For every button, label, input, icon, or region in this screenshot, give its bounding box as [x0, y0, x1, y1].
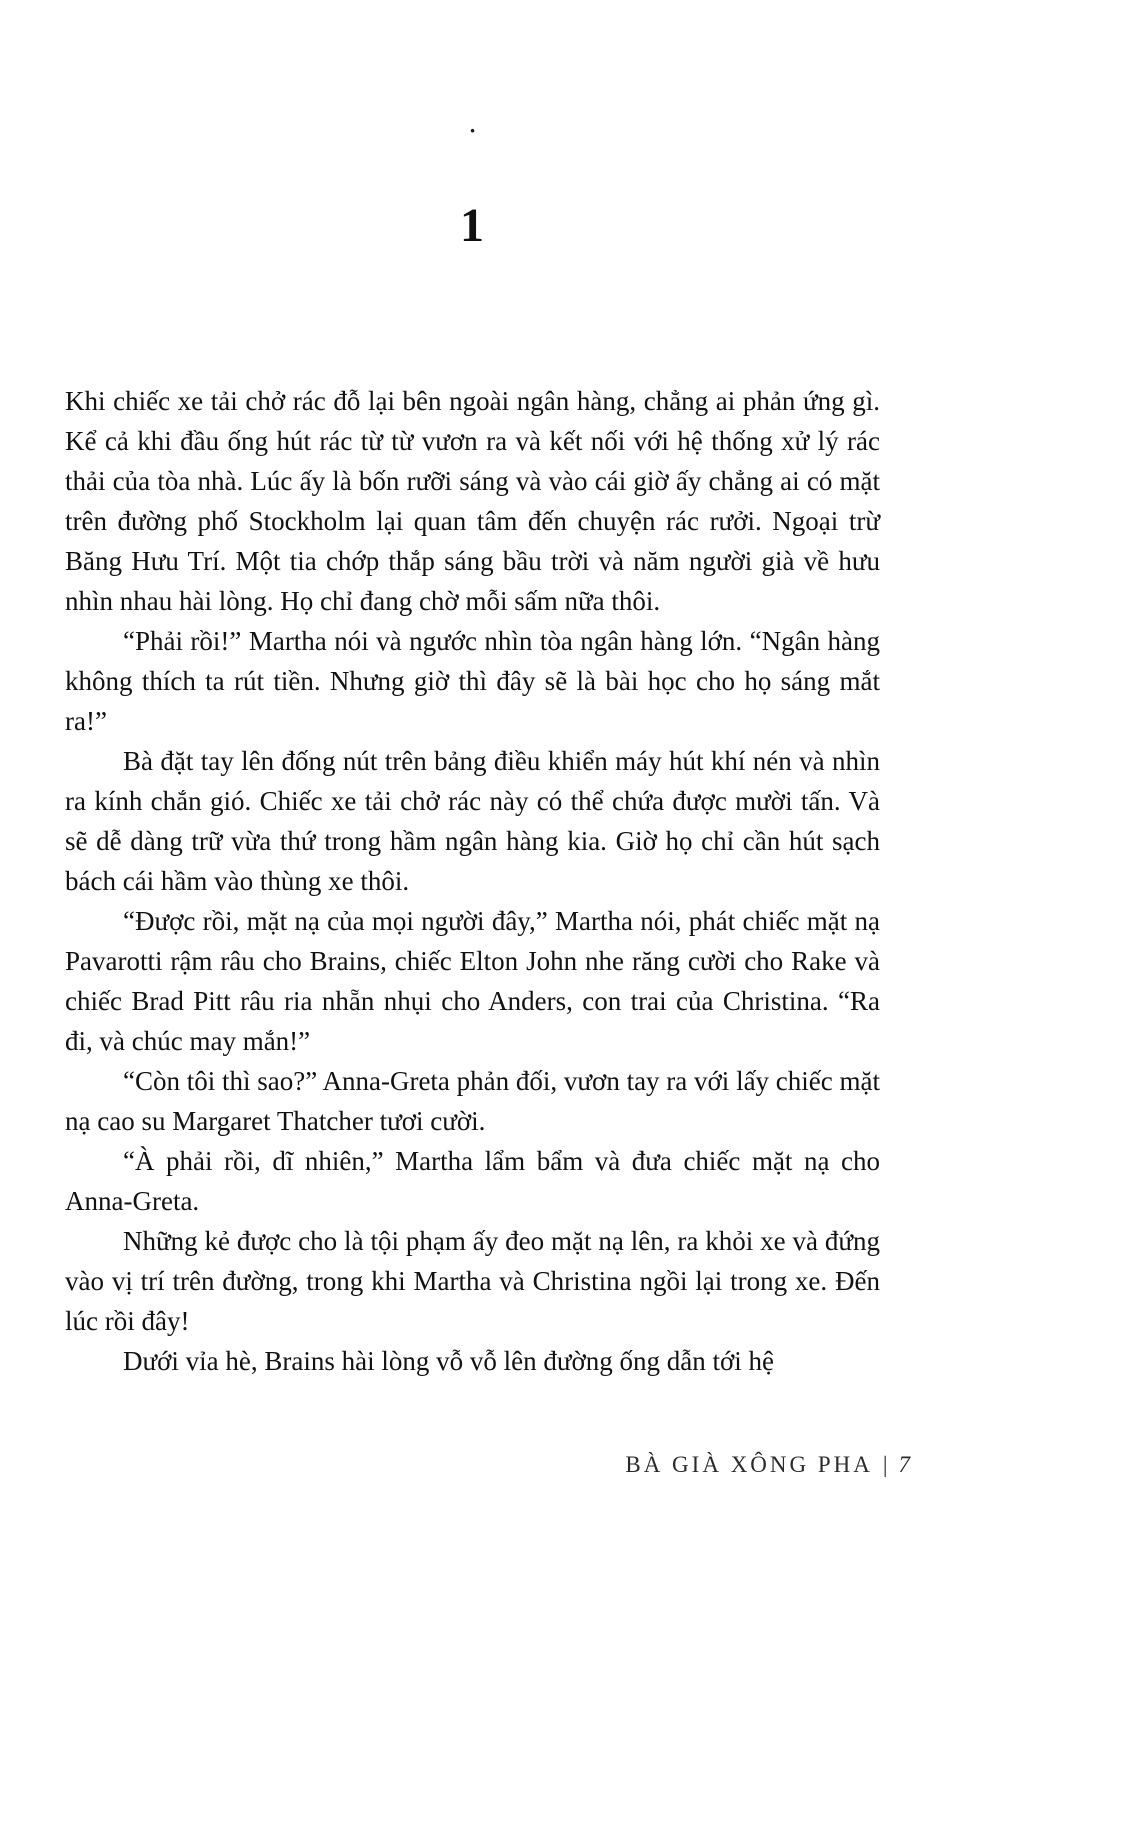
- paragraph: Những kẻ được cho là tội phạm ấy đeo mặt nạ lên, ra khỏi xe và đứng vào vị trí trên đường, trong khi Martha và Christina ngồi lại trong xe. Đến lúc rồi đây!: [65, 1226, 880, 1336]
- paragraph: Dưới vỉa hè, Brains hài lòng vỗ vỗ lên đường ống dẫn tới hệ: [123, 1346, 775, 1376]
- paragraph: “Còn tôi thì sao?” Anna-Greta phản đối, vươn tay ra với lấy chiếc mặt nạ cao su Margaret Thatcher tươi cười.: [65, 1066, 880, 1136]
- footer-separator: |: [882, 1452, 891, 1477]
- body-text: [65, 381, 880, 1381]
- paragraph: “Được rồi, mặt nạ của mọi người đây,” Martha nói, phát chiếc mặt nạ Pavarotti rậm râu cho Brains, chiếc Elton John nhe răng cười cho Rake và chiếc Brad Pitt râu ria nhẵn nhụi cho Anders, con trai của Christina. “Ra đi, và chúc may mắn!”: [65, 906, 880, 1056]
- running-footer: [65, 1452, 910, 1478]
- paragraph: “À phải rồi, dĩ nhiên,” Martha lẩm bẩm và đưa chiếc mặt nạ cho Anna-Greta.: [65, 1146, 880, 1216]
- chapter-number: 1: [460, 199, 485, 252]
- ornament-dot: ·: [468, 118, 477, 143]
- footer-book-title: BÀ GIÀ XÔNG PHA: [625, 1452, 873, 1477]
- paragraph: Khi chiếc xe tải chở rác đỗ lại bên ngoài ngân hàng, chẳng ai phản ứng gì. Kể cả khi đầu ống hút rác từ từ vươn ra và kết nối với hệ thống xử lý rác thải của tòa nhà. Lúc ấy là bốn rưỡi sáng và vào cái giờ ấy chẳng ai có mặt trên đường phố Stockholm lại quan tâm đến chuyện rác rưởi. Ngoại trừ Băng Hưu Trí. Một tia chớp thắp sáng bầu trời và năm người già về hưu nhìn nhau hài lòng. Họ chỉ đang chờ mỗi sấm nữa thôi.: [65, 386, 880, 616]
- paragraph: “Phải rồi!” Martha nói và ngước nhìn tòa ngân hàng lớn. “Ngân hàng không thích ta rút tiền. Nhưng giờ thì đây sẽ là bài học cho họ sáng mắt ra!”: [65, 626, 880, 736]
- footer-page-number: 7: [898, 1452, 910, 1477]
- paragraph: Bà đặt tay lên đống nút trên bảng điều khiển máy hút khí nén và nhìn ra kính chắn gió. Chiếc xe tải chở rác này có thể chứa được mười tấn. Và sẽ dễ dàng trữ vừa thứ trong hầm ngân hàng kia. Giờ họ chỉ cần hút sạch bách cái hầm vào thùng xe thôi.: [65, 746, 880, 896]
